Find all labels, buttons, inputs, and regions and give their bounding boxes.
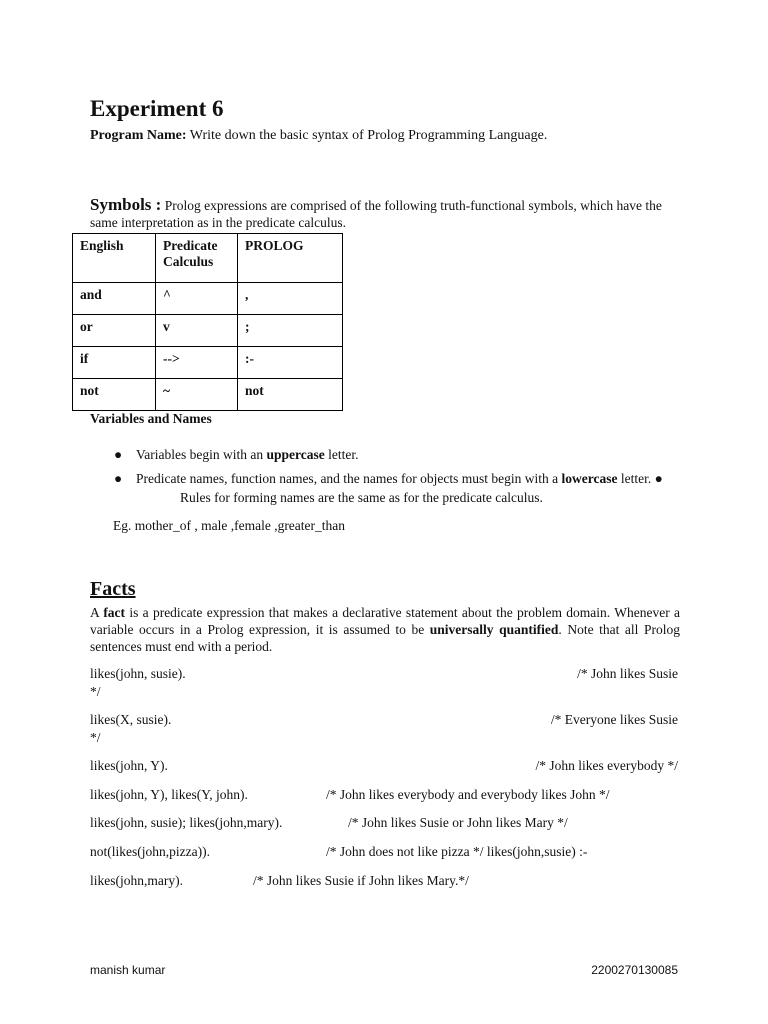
table-cell: if [73, 347, 156, 379]
code-comment: /* John likes Susie or John likes Mary */ [348, 815, 568, 830]
code-comment: /* Everyone likes Susie [550, 712, 678, 727]
program-name-label: Program Name: [90, 128, 187, 143]
code-comment-wrap: */ [90, 684, 101, 699]
table-cell: or [73, 315, 156, 347]
code-line: likes(john, Y), likes(Y, john). [90, 787, 248, 802]
table-header-predicate-line1: Predicate [163, 238, 218, 253]
table-cell: v [156, 315, 238, 347]
table-cell: not [238, 379, 343, 411]
symbols-table [72, 233, 343, 411]
symbols-line-1: Prolog expressions are comprised of the following truth-functional symbols, which have the [161, 198, 662, 213]
facts-text: A [90, 605, 104, 620]
code-line: not(likes(john,pizza)). [90, 844, 210, 859]
rules-line: Rules for forming names are the same as for the predicate calculus. [180, 490, 543, 505]
footer-id: 2200270130085 [591, 963, 678, 977]
table-cell: ~ [156, 379, 238, 411]
bullet-icon: ● [114, 447, 123, 462]
table-cell: ^ [156, 283, 238, 315]
bullet-text: Variables begin with an [136, 447, 267, 462]
code-line: likes(john, susie). [90, 666, 186, 681]
table-row [73, 347, 343, 379]
code-line: likes(john,mary). [90, 873, 183, 888]
bullet-icon: ● [114, 471, 123, 486]
variables-heading: Variables and Names [90, 411, 212, 426]
code-line: likes(john, Y). [90, 758, 168, 773]
facts-bold: fact [103, 605, 126, 620]
bullet-text-end: letter. ● [617, 471, 663, 486]
symbols-label: Symbols : [90, 195, 162, 214]
bullet-bold: uppercase [266, 447, 325, 462]
table-row [73, 315, 343, 347]
table-header-english: English [73, 234, 156, 283]
table-header-prolog: PROLOG [238, 234, 343, 283]
example-line: Eg. mother_of , male ,female ,greater_than [113, 518, 346, 533]
bullet-text-end: letter. [324, 447, 359, 462]
facts-heading: Facts [90, 578, 136, 600]
code-line: likes(X, susie). [90, 712, 172, 727]
table-header-predicate [156, 234, 238, 283]
bullet-item [114, 447, 358, 463]
table-row [73, 283, 343, 315]
code-line: likes(john, susie); likes(john,mary). [90, 815, 283, 830]
code-comment-wrap: */ [90, 730, 101, 745]
symbols-line-2: same interpretation as in the predicate calculus. [90, 215, 347, 230]
symbols-intro [90, 195, 680, 215]
facts-text: . Note that all Prolog sentences must end with a period. [90, 622, 680, 654]
table-cell: , [238, 283, 343, 315]
code-comment: /* John likes Susie if John likes Mary.*/ [253, 873, 469, 888]
table-cell: --> [156, 347, 238, 379]
facts-text: is a predicate expression that makes a declarative statement about the problem domain. Whenever a variable occurs in a Prolog expression, it is assumed to be [90, 605, 680, 637]
bullet-text: Predicate names, function names, and the names for objects must begin with a [136, 471, 562, 486]
table-header-row [73, 234, 343, 283]
facts-bold: universally quantified [429, 622, 559, 637]
table-cell: and [73, 283, 156, 315]
program-name [90, 128, 547, 144]
code-comment: /* John does not like pizza */ likes(john,susie) :- [326, 844, 588, 859]
code-comment: /* John likes Susie [577, 666, 678, 681]
facts-paragraph [90, 604, 680, 655]
table-row [73, 379, 343, 411]
footer-author: manish kumar [90, 963, 166, 977]
program-name-text: Write down the basic syntax of Prolog Programming Language. [186, 128, 548, 143]
table-cell: not [73, 379, 156, 411]
bullet-bold: lowercase [561, 471, 618, 486]
table-cell: ; [238, 315, 343, 347]
bullet-item [114, 471, 663, 487]
code-comment: /* John likes everybody and everybody likes John */ [326, 787, 610, 802]
table-header-predicate-line2: Calculus [163, 254, 214, 269]
code-comment: /* John likes everybody */ [535, 758, 678, 773]
table-cell: :- [238, 347, 343, 379]
page-title: Experiment 6 [90, 96, 224, 121]
